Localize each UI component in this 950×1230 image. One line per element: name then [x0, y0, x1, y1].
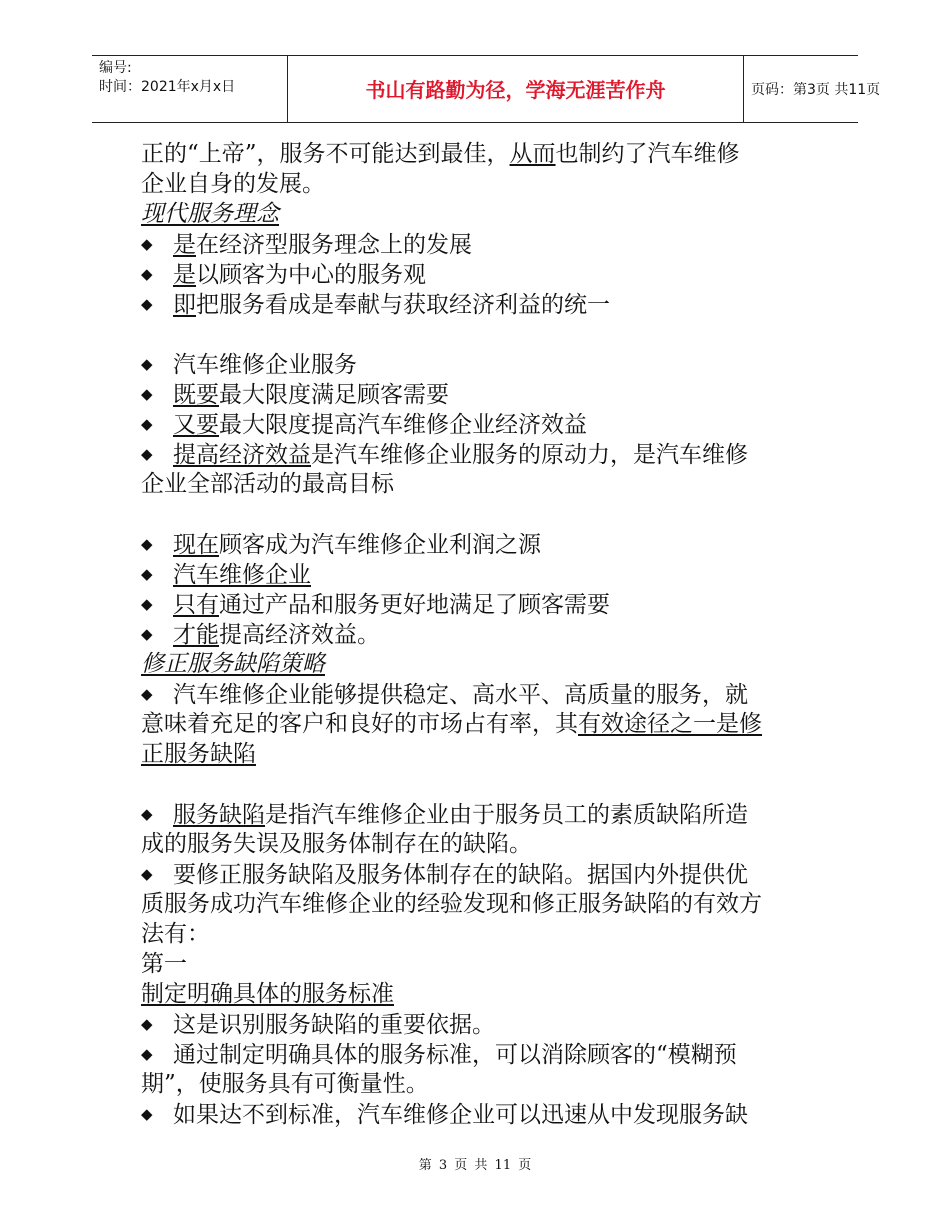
diamond-bullet-icon: ◆	[141, 535, 153, 553]
diamond-bullet-icon: ◆	[141, 1105, 153, 1123]
paragraph-line: 企业自身的发展。	[141, 171, 325, 197]
blank-line	[141, 769, 821, 799]
underlined-text: 既要	[173, 382, 219, 408]
underlined-text: 汽车维修企业	[173, 562, 311, 588]
header-page-number: 页码：第3页 共11页	[751, 82, 881, 98]
header-meta-cell	[92, 56, 287, 122]
underlined-text: 只有	[173, 592, 219, 618]
paragraph-line	[141, 739, 821, 769]
section-heading: 制定明确具体的服务标准	[141, 981, 394, 1007]
document-time-label: 时间：2021年x月x日	[99, 79, 236, 95]
text-run: 提高经济效益。	[219, 622, 380, 648]
bullet-item	[141, 679, 821, 709]
underlined-text: 是	[173, 232, 196, 258]
underlined-text: 即	[173, 292, 196, 318]
text-run: 顾客成为汽车维修企业利润之源	[219, 532, 541, 558]
diamond-bullet-icon: ◆	[141, 805, 153, 823]
paragraph-line: 质服务成功汽车维修企业的经验发现和修正服务缺陷的有效方	[141, 891, 762, 917]
page-footer: 第 3 页 共 11 页	[418, 1158, 532, 1173]
document-number-label: 编号:	[99, 60, 132, 76]
underlined-text: 有效途径之一是修	[578, 711, 762, 737]
paragraph-line: 成的服务失误及服务体制存在的缺陷。	[141, 831, 532, 857]
bullet-item	[141, 559, 821, 589]
underlined-text: 提高经济效益	[173, 442, 311, 468]
paragraph-line: 第一	[141, 951, 187, 977]
text-run: 这是识别服务缺陷的重要依据。	[173, 1012, 495, 1038]
header-motto: 书山有路勤为径，学海无涯苦作舟	[365, 78, 666, 102]
text-run: 是指汽车维修企业由于服务员工的素质缺陷所造	[265, 802, 748, 828]
text-run: 意味着充足的客户和良好的市场占有率，其	[141, 711, 578, 737]
underlined-text: 服务缺陷	[173, 802, 265, 828]
diamond-bullet-icon: ◆	[141, 415, 153, 433]
text-run: 也制约了汽车维修	[555, 141, 740, 167]
text-run: 把服务看成是奉献与获取经济利益的统一	[196, 292, 610, 318]
underlined-text: 现在	[173, 532, 219, 558]
text-run: 正的“上帝”，服务不可能达到最佳，	[141, 141, 510, 167]
page-header	[92, 55, 881, 123]
blank-line	[141, 319, 821, 349]
diamond-bullet-icon: ◆	[141, 235, 153, 253]
underlined-text: 正服务缺陷	[141, 741, 256, 767]
text-run: 汽车维修企业服务	[173, 352, 357, 378]
text-run: 如果达不到标准，汽车维修企业可以迅速从中发现服务缺	[173, 1102, 748, 1128]
section-heading: 现代服务理念	[141, 201, 279, 227]
bullet-item	[141, 619, 821, 649]
bullet-item	[141, 229, 821, 259]
bullet-item	[141, 259, 821, 289]
diamond-bullet-icon: ◆	[141, 865, 153, 883]
paragraph-line: 期”，使服务具有可衡量性。	[141, 1071, 429, 1097]
bullet-item	[141, 349, 821, 379]
text-run: 通过制定明确具体的服务标准，可以消除顾客的“模糊预	[173, 1042, 737, 1068]
diamond-bullet-icon: ◆	[141, 385, 153, 403]
bullet-item	[141, 1039, 821, 1069]
bullet-item	[141, 409, 821, 439]
paragraph-line: 法有：	[141, 921, 210, 947]
diamond-bullet-icon: ◆	[141, 265, 153, 283]
bullet-item	[141, 1099, 821, 1129]
bullet-item	[141, 589, 821, 619]
text-run: 汽车维修企业能够提供稳定、高水平、高质量的服务，就	[173, 682, 748, 708]
diamond-bullet-icon: ◆	[141, 445, 153, 463]
paragraph-line	[141, 709, 821, 739]
header-page-cell	[743, 56, 881, 122]
section-heading: 修正服务缺陷策略	[141, 651, 325, 677]
blank-line	[141, 499, 821, 529]
text-run: 通过产品和服务更好地满足了顾客需要	[219, 592, 610, 618]
text-run: 是汽车维修企业服务的原动力，是汽车维修	[311, 442, 748, 468]
underlined-text: 从而	[509, 141, 556, 167]
diamond-bullet-icon: ◆	[141, 595, 153, 613]
text-run: 最大限度满足顾客需要	[219, 382, 449, 408]
diamond-bullet-icon: ◆	[141, 565, 153, 583]
diamond-bullet-icon: ◆	[141, 355, 153, 373]
paragraph-line	[141, 139, 821, 169]
text-run: 以顾客为中心的服务观	[196, 262, 426, 288]
underlined-text: 又要	[173, 412, 219, 438]
bullet-item	[141, 1009, 821, 1039]
underlined-text: 才能	[173, 622, 219, 648]
bullet-item	[141, 859, 821, 889]
bullet-item	[141, 289, 821, 319]
header-motto-cell	[287, 56, 744, 122]
bullet-item	[141, 379, 821, 409]
paragraph-line: 企业全部活动的最高目标	[141, 471, 394, 497]
underlined-text: 是	[173, 262, 196, 288]
bullet-item	[141, 529, 821, 559]
diamond-bullet-icon: ◆	[141, 685, 153, 703]
diamond-bullet-icon: ◆	[141, 295, 153, 313]
text-run: 要修正服务缺陷及服务体制存在的缺陷。据国内外提供优	[173, 862, 748, 888]
diamond-bullet-icon: ◆	[141, 1045, 153, 1063]
diamond-bullet-icon: ◆	[141, 625, 153, 643]
diamond-bullet-icon: ◆	[141, 1015, 153, 1033]
bullet-item	[141, 799, 821, 829]
text-run: 在经济型服务理念上的发展	[196, 232, 472, 258]
document-body	[141, 139, 821, 1129]
bullet-item	[141, 439, 821, 469]
text-run: 最大限度提高汽车维修企业经济效益	[219, 412, 587, 438]
